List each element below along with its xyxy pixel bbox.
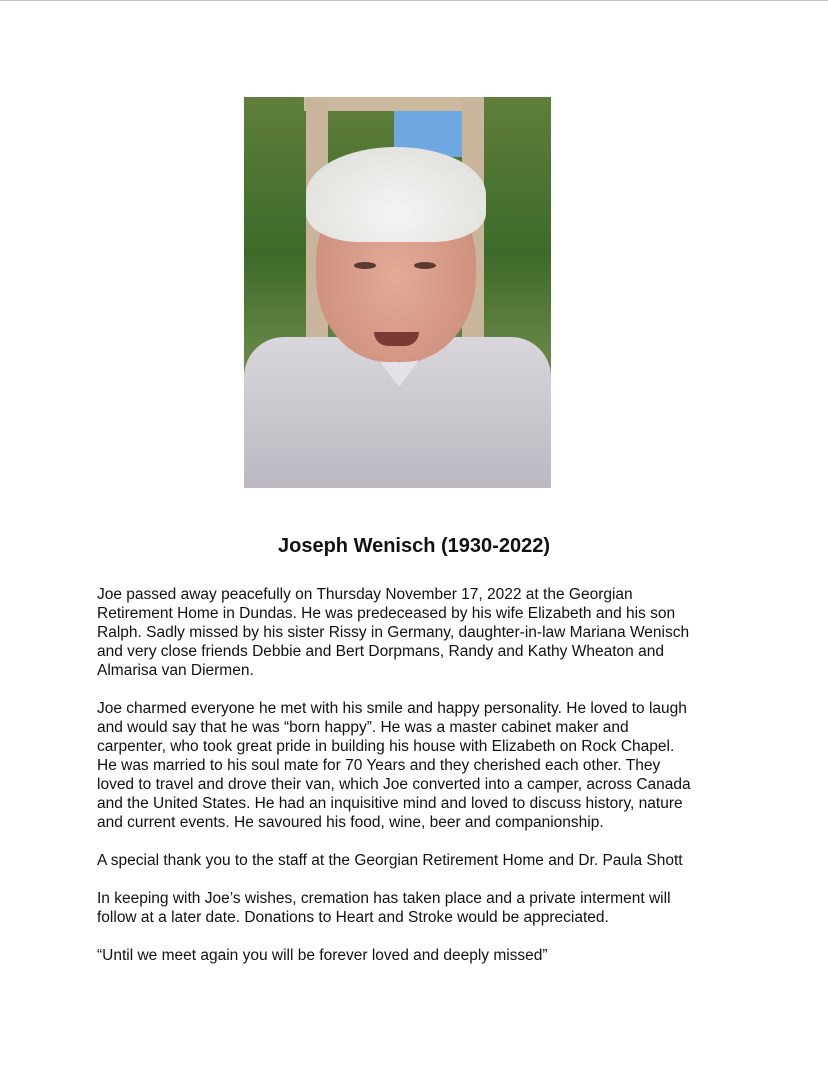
text-line: Almarisa van Diermen.	[97, 662, 254, 679]
text-line: Joe charmed everyone he met with his smile and happy personality. He loved to laugh	[97, 700, 687, 717]
text-line: and would say that he was “born happy”. He was a master cabinet maker and	[97, 719, 629, 736]
text-line: Ralph. Sadly missed by his sister Rissy in Germany, daughter-in-law Mariana Wenisch	[97, 624, 690, 641]
obituary-body	[97, 585, 757, 984]
text-line: and current events. He savoured his food, wine, beer and companionship.	[97, 814, 604, 831]
portrait-photo	[244, 97, 551, 488]
paragraph-2	[97, 699, 757, 832]
eye	[414, 262, 436, 269]
text-line: In keeping with Joe’s wishes, cremation has taken place and a private interment will	[97, 890, 671, 907]
closing-quote	[97, 946, 757, 965]
eye	[354, 262, 376, 269]
text-line: loved to travel and drove their van, which Joe converted into a camper, across Canada	[97, 776, 691, 793]
top-divider	[0, 0, 828, 1]
text-line: Joe passed away peacefully on Thursday November 17, 2022 at the Georgian	[97, 586, 633, 603]
paragraph-4	[97, 889, 757, 927]
page-title: Joseph Wenisch (1930-2022)	[278, 535, 550, 557]
text-line: “Until we meet again you will be forever loved and deeply missed”	[97, 947, 548, 964]
text-line: and very close friends Debbie and Bert Dorpmans, Randy and Kathy Wheaton and	[97, 643, 664, 660]
text-line: and the United States. He had an inquisitive mind and loved to discuss history, nature	[97, 795, 683, 812]
text-line: He was married to his soul mate for 70 Years and they cherished each other. They	[97, 757, 661, 774]
hair	[306, 147, 486, 242]
text-line: follow at a later date. Donations to Heart and Stroke would be appreciated.	[97, 909, 609, 926]
paragraph-3	[97, 851, 757, 870]
text-line: A special thank you to the staff at the Georgian Retirement Home and Dr. Paula Shott	[97, 852, 683, 869]
paragraph-1	[97, 585, 757, 680]
pergola-beam	[304, 97, 474, 111]
text-line: carpenter, who took great pride in building his house with Elizabeth on Rock Chapel.	[97, 738, 675, 755]
text-line: Retirement Home in Dundas. He was predeceased by his wife Elizabeth and his son	[97, 605, 676, 622]
mouth	[374, 332, 419, 346]
